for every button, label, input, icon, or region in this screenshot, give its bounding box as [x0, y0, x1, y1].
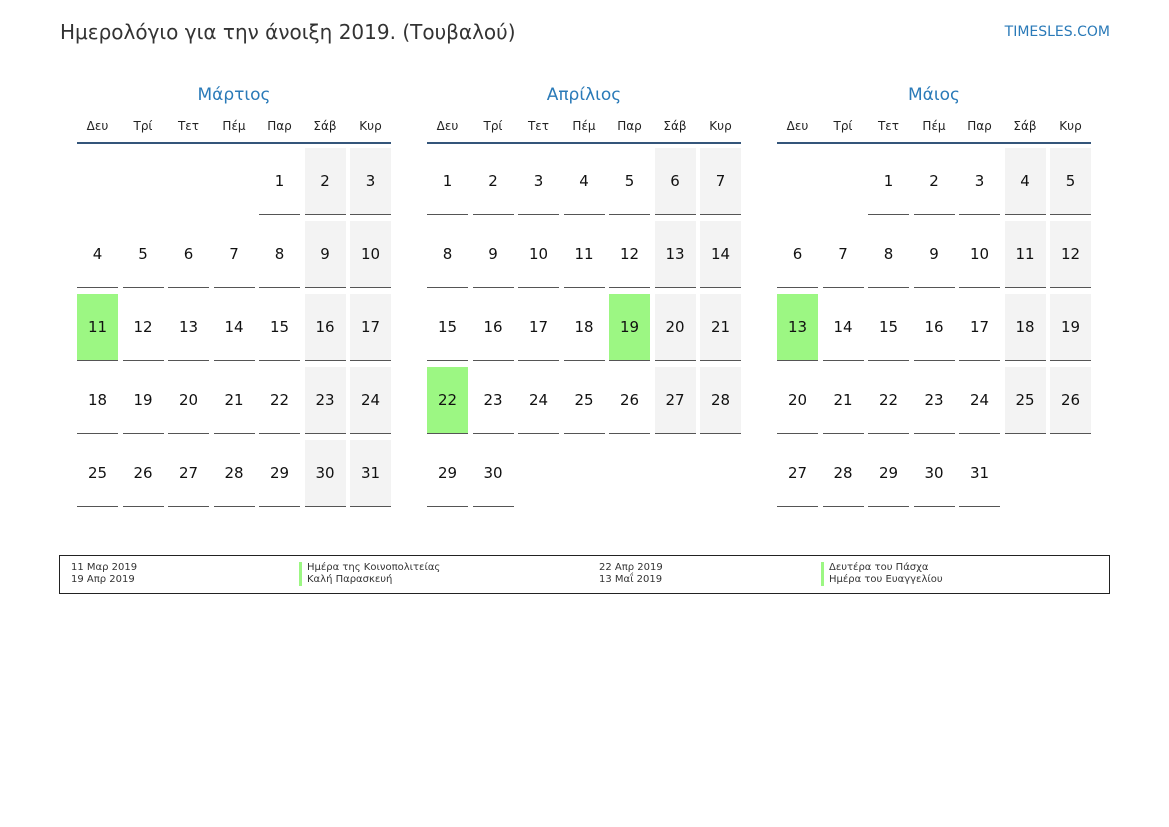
weekday-label: Πέμ — [922, 119, 946, 133]
weekday-label: Κυρ — [709, 119, 732, 133]
day-cell[interactable]: 14 — [214, 294, 255, 361]
day-cell[interactable]: 15 — [868, 294, 909, 361]
day-cell[interactable]: 23 — [305, 367, 346, 434]
legend-holiday-name: Δευτέρα του Πάσχα — [821, 562, 929, 574]
weekday-label: Κυρ — [1059, 119, 1082, 133]
legend-date: 11 Μαρ 2019 — [71, 562, 138, 573]
day-cell[interactable]: 6 — [655, 148, 696, 215]
day-cell[interactable]: 23 — [473, 367, 514, 434]
month-calendar-april — [427, 82, 747, 514]
weekday-label: Πέμ — [572, 119, 596, 133]
legend-holiday-name: Καλή Παρασκευή — [299, 574, 392, 586]
legend-date: 22 Απρ 2019 — [599, 562, 663, 573]
page-title: Ημερολόγιο για την άνοιξη 2019. (Τουβαλού) — [60, 20, 516, 44]
day-cell[interactable]: 14 — [700, 221, 741, 288]
day-cell[interactable]: 20 — [168, 367, 209, 434]
day-cell[interactable]: 26 — [609, 367, 650, 434]
weekday-label: Δευ — [86, 119, 109, 133]
day-cell[interactable]: 17 — [350, 294, 391, 361]
legend-holiday-name: Ημέρα της Κοινοπολιτείας — [299, 562, 440, 574]
weekday-label: Τετ — [177, 119, 200, 133]
day-cell[interactable]: 10 — [518, 221, 559, 288]
day-cell[interactable]: 8 — [259, 221, 300, 288]
day-cell[interactable]: 23 — [914, 367, 955, 434]
weekday-label: Τετ — [527, 119, 550, 133]
day-cell[interactable]: 1 — [427, 148, 468, 215]
day-cell[interactable]: 10 — [350, 221, 391, 288]
day-cell[interactable]: 27 — [168, 440, 209, 507]
day-cell[interactable]: 4 — [77, 221, 118, 288]
day-cell[interactable]: 7 — [823, 221, 864, 288]
day-cell[interactable]: 24 — [518, 367, 559, 434]
weekday-label: Σάβ — [663, 119, 687, 133]
weekday-label: Δευ — [786, 119, 809, 133]
day-cell[interactable]: 3 — [959, 148, 1000, 215]
day-cell[interactable]: 27 — [655, 367, 696, 434]
day-cell[interactable]: 22 — [868, 367, 909, 434]
day-cell[interactable]: 10 — [959, 221, 1000, 288]
holiday-legend — [59, 555, 1110, 594]
day-cell[interactable]: 6 — [777, 221, 818, 288]
day-cell[interactable]: 8 — [868, 221, 909, 288]
day-cell[interactable]: 2 — [305, 148, 346, 215]
day-cell[interactable]: 12 — [123, 294, 164, 361]
month-title: Απρίλιος — [546, 85, 622, 105]
day-cell[interactable]: 25 — [1005, 367, 1046, 434]
day-cell[interactable]: 18 — [564, 294, 605, 361]
day-cell[interactable]: 15 — [427, 294, 468, 361]
weekday-label: Δευ — [436, 119, 459, 133]
day-cell[interactable]: 30 — [914, 440, 955, 507]
day-cell[interactable]: 13 — [655, 221, 696, 288]
day-cell[interactable]: 2 — [914, 148, 955, 215]
day-cell[interactable]: 5 — [609, 148, 650, 215]
day-cell[interactable]: 16 — [305, 294, 346, 361]
day-cell[interactable]: 19 — [1050, 294, 1091, 361]
legend-holiday-name: Ημέρα του Ευαγγελίου — [821, 574, 943, 586]
weekday-label: Σάβ — [313, 119, 337, 133]
holiday-day-cell[interactable]: 11 — [77, 294, 118, 361]
weekday-label: Σάβ — [1013, 119, 1037, 133]
day-cell[interactable]: 28 — [214, 440, 255, 507]
day-cell[interactable]: 26 — [1050, 367, 1091, 434]
day-cell[interactable]: 28 — [700, 367, 741, 434]
days-grid — [427, 144, 747, 514]
day-cell[interactable]: 21 — [823, 367, 864, 434]
day-cell[interactable]: 30 — [305, 440, 346, 507]
day-cell[interactable]: 9 — [473, 221, 514, 288]
day-cell[interactable]: 29 — [259, 440, 300, 507]
day-cell[interactable]: 5 — [1050, 148, 1091, 215]
day-cell[interactable]: 29 — [868, 440, 909, 507]
weekday-header-row — [77, 108, 391, 144]
day-cell[interactable]: 12 — [1050, 221, 1091, 288]
holiday-day-cell[interactable]: 19 — [609, 294, 650, 361]
weekday-label: Τρί — [483, 119, 503, 133]
weekday-label: Τρί — [133, 119, 153, 133]
days-grid — [777, 144, 1097, 514]
legend-date: 13 Μαΐ 2019 — [599, 574, 663, 585]
weekday-label: Παρ — [267, 119, 292, 133]
day-cell[interactable]: 28 — [823, 440, 864, 507]
day-cell[interactable]: 16 — [914, 294, 955, 361]
day-cell[interactable]: 30 — [473, 440, 514, 507]
weekday-label: Παρ — [967, 119, 992, 133]
weekday-label: Κυρ — [359, 119, 382, 133]
day-cell[interactable]: 6 — [168, 221, 209, 288]
day-cell[interactable]: 17 — [959, 294, 1000, 361]
day-cell[interactable]: 4 — [564, 148, 605, 215]
day-cell[interactable]: 20 — [777, 367, 818, 434]
day-cell[interactable]: 12 — [609, 221, 650, 288]
day-cell[interactable]: 9 — [914, 221, 955, 288]
day-cell[interactable]: 27 — [777, 440, 818, 507]
day-cell[interactable]: 9 — [305, 221, 346, 288]
day-cell[interactable]: 21 — [214, 367, 255, 434]
day-cell[interactable]: 1 — [868, 148, 909, 215]
day-cell[interactable]: 19 — [123, 367, 164, 434]
day-cell[interactable]: 15 — [259, 294, 300, 361]
day-cell[interactable]: 3 — [518, 148, 559, 215]
day-cell[interactable]: 17 — [518, 294, 559, 361]
month-calendar-may — [777, 82, 1097, 514]
month-title: Μάιος — [907, 85, 960, 105]
legend-date: 19 Απρ 2019 — [71, 574, 135, 585]
day-cell[interactable]: 11 — [1005, 221, 1046, 288]
day-cell[interactable]: 3 — [350, 148, 391, 215]
day-cell[interactable]: 31 — [350, 440, 391, 507]
weekday-header-row — [777, 108, 1091, 144]
weekday-label: Πέμ — [222, 119, 246, 133]
day-cell[interactable]: 8 — [427, 221, 468, 288]
day-cell[interactable]: 25 — [564, 367, 605, 434]
day-cell[interactable]: 21 — [700, 294, 741, 361]
day-cell[interactable]: 20 — [655, 294, 696, 361]
month-calendar-march — [77, 82, 397, 514]
day-cell[interactable]: 11 — [564, 221, 605, 288]
day-cell[interactable]: 16 — [473, 294, 514, 361]
day-cell[interactable]: 18 — [77, 367, 118, 434]
weekday-label: Τετ — [877, 119, 900, 133]
weekday-header-row — [427, 108, 741, 144]
holiday-day-cell[interactable]: 13 — [777, 294, 818, 361]
day-cell[interactable]: 5 — [123, 221, 164, 288]
weekday-label: Παρ — [617, 119, 642, 133]
day-cell[interactable]: 2 — [473, 148, 514, 215]
day-cell[interactable]: 7 — [700, 148, 741, 215]
day-cell[interactable]: 4 — [1005, 148, 1046, 215]
day-cell[interactable]: 22 — [259, 367, 300, 434]
day-cell[interactable]: 14 — [823, 294, 864, 361]
day-cell[interactable]: 24 — [350, 367, 391, 434]
day-cell[interactable]: 13 — [168, 294, 209, 361]
day-cell[interactable]: 1 — [259, 148, 300, 215]
day-cell[interactable]: 7 — [214, 221, 255, 288]
day-cell[interactable]: 26 — [123, 440, 164, 507]
day-cell[interactable]: 29 — [427, 440, 468, 507]
days-grid — [77, 144, 397, 514]
day-cell[interactable]: 18 — [1005, 294, 1046, 361]
site-link[interactable]: TIMESLES.COM — [1004, 24, 1110, 40]
holiday-day-cell[interactable]: 22 — [427, 367, 468, 434]
day-cell[interactable]: 31 — [959, 440, 1000, 507]
day-cell[interactable]: 25 — [77, 440, 118, 507]
weekday-label: Τρί — [833, 119, 853, 133]
day-cell[interactable]: 24 — [959, 367, 1000, 434]
month-title: Μάρτιος — [197, 85, 271, 105]
